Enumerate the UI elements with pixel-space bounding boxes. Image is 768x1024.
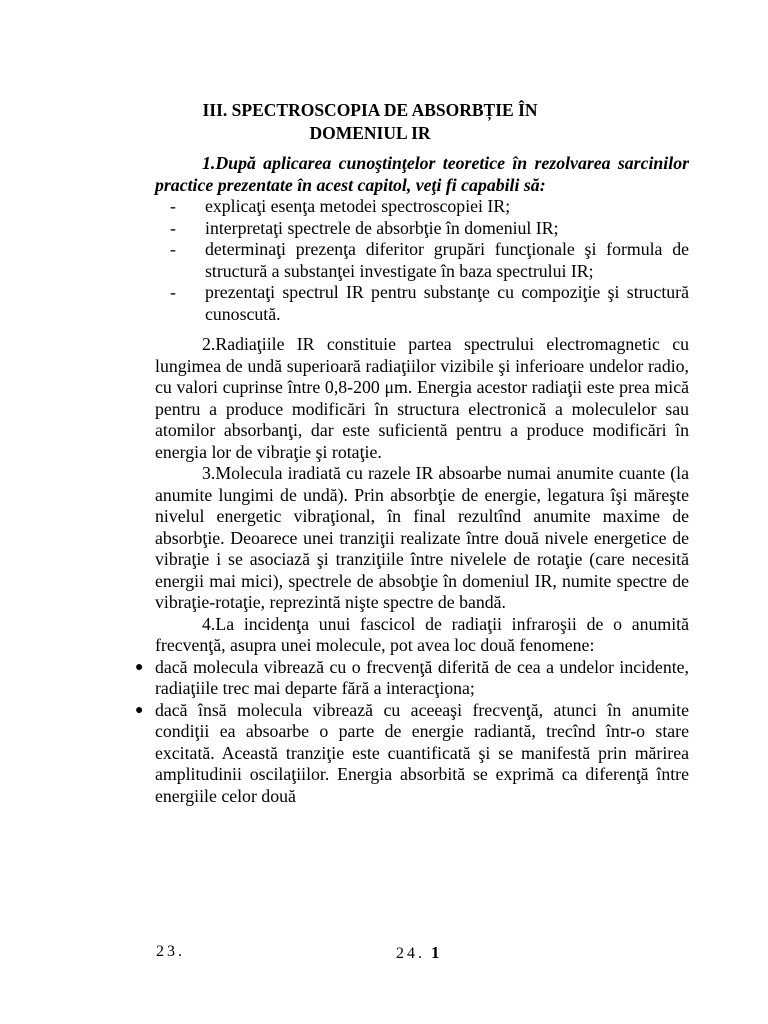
dash-marker: - — [170, 196, 176, 216]
objective-item: - interpretaţi spectrele de absorbţie în domeniul IR; — [170, 217, 559, 238]
chapter-title — [150, 99, 590, 145]
objective-item: - explicaţi esenţa metodei spectroscopiei IR; — [170, 196, 511, 216]
objective-item: - determinaţi prezenţa diferitor grupări funcţionale şi formula de structură a substanţei investigate în baza spectrului IR; — [170, 239, 689, 281]
spacer — [155, 325, 689, 334]
bullet-item: ● dacă molecula vibrează cu o frecvenţă diferită de cea a undelor incidente, radiaţiile trec mai departe fără a interacţiona; — [135, 656, 689, 698]
dash-marker: - — [170, 282, 176, 302]
bullet-dot-icon: ● — [135, 659, 144, 675]
dash-marker: - — [170, 239, 176, 259]
paragraph-3: 3.Molecula iradiată cu razele IR absoarbe numai anumite cuante (la anumite lungimi de undă). Prin absorbţie de energie, legatura îşi măreşte nivelul energetic vibraţional, în final rezultînd anumite maxime de absorbţie. Deoarece unei tranziţii realizate între două nivele energetice de vibraţie i se asociază şi tranziţiile între nivelele de rotaţie (care necesită energii mai mici), spectrele de absobţie în domeniul IR, numite spectre de vibraţie-rotaţie, reprezintă nişte spectre de bandă. — [155, 463, 689, 612]
paragraph-4: 4.La incidenţa unui fascicol de radiaţii infraroşii de o anumită frecvenţă, asupra unei molecule, pot avea loc două fenomene: — [155, 613, 689, 655]
footer-left-number: 23. — [156, 943, 185, 960]
chapter-title-line-1: III. SPECTROSCOPIA DE ABSORBȚIE ÎN — [202, 100, 538, 120]
chapter-title-line-2: DOMENIUL IR — [309, 123, 431, 143]
document-body — [135, 153, 689, 807]
dash-marker: - — [170, 217, 176, 238]
objective-item: - prezentaţi spectrul IR pentru substanţe cu compoziţie şi structură cunoscută. — [170, 282, 689, 324]
objectives-intro: 1.După aplicarea cunoştinţelor teoretice în rezolvarea sarcinilor practice prezentate în acest capitol, veţi fi capabili să: — [155, 153, 689, 195]
phenomena-list — [135, 656, 689, 808]
footer-right — [396, 943, 440, 963]
paragraph-2: 2.Radiaţiile IR constituie partea spectrului electromagnetic cu lungimea de undă superioară radiaţiilor vizibile şi inferioare undelor radio, cu valori cuprinse între 0,8-200 μm. Energia acestor radiaţii este prea mică pentru a produce modificări în structura electronică a moleculelor sau atomilor absorbanţi, dar este suficientă pentru a produce modificări în energia lor de vibraţie şi rotaţie. — [155, 334, 689, 462]
footer-page-number: 1 — [431, 943, 440, 962]
bullet-item: ● dacă însă molecula vibrează cu aceeaşi frecvenţă, atunci în anumite condiţii ea absoarbe o parte de energie radiantă, trecînd într-o stare excitată. Această tranziţie este cuantificată şi se manifestă prin mărirea amplitudinii oscilaţiilor. Energia absorbită se exprimă ca diferenţă între energiile celor două — [135, 699, 689, 806]
bullet-dot-icon: ● — [135, 702, 144, 718]
footer-right-number: 24. — [396, 945, 425, 962]
objectives-list — [155, 196, 689, 325]
